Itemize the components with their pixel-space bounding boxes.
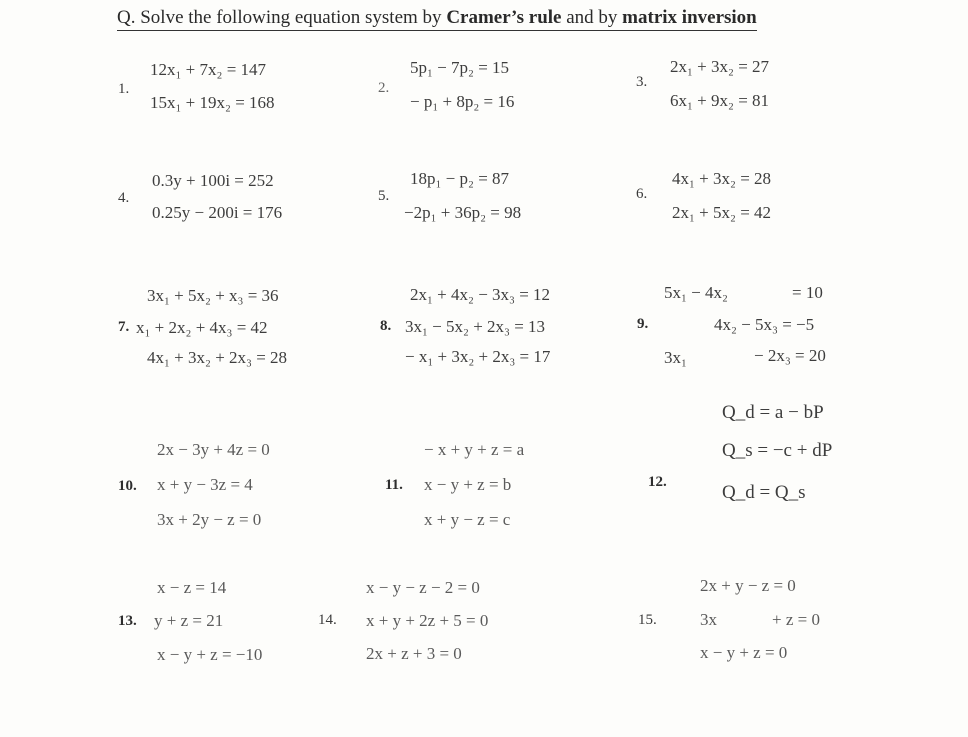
- problem-12-eq-1: Q_d = a − bP: [722, 402, 824, 423]
- problem-14-eq-2: x + y + 2z + 5 = 0: [366, 611, 489, 630]
- problem-13-number: 13.: [118, 613, 137, 629]
- problem-13-eq-2: y + z = 21: [154, 611, 224, 630]
- problem-7-number: 7.: [118, 319, 130, 335]
- problem-8-number: 8.: [380, 318, 392, 334]
- problem-13-eq-1: x − z = 14: [157, 578, 227, 597]
- problem-5-eq-1: 18p₁ − p₂ = 87: [410, 169, 510, 188]
- problem-9-eq-1: 5x₁ − 4x₂: [664, 283, 728, 302]
- title-prefix: Q. Solve the following equation system by: [117, 7, 447, 28]
- problem-6-eq-1: 4x₁ + 3x₂ = 28: [672, 169, 772, 188]
- problem-5-eq-2: −2p₁ + 36p₂ = 98: [404, 203, 522, 222]
- problem-1-eq-1: 12x₁ + 7x₂ = 147: [150, 60, 267, 79]
- problem-1-number: 1.: [118, 81, 130, 97]
- problem-10-number: 10.: [118, 478, 137, 494]
- problem-11-eq-1: − x + y + z = a: [424, 440, 525, 459]
- problem-8-eq-3: − x₁ + 3x₂ + 2x₃ = 17: [405, 347, 551, 366]
- title-method-matrix: matrix inversion: [622, 7, 757, 28]
- problem-14-eq-1: x − y − z − 2 = 0: [366, 578, 480, 597]
- problem-7-eq-2: x₁ + 2x₂ + 4x₃ = 42: [136, 318, 268, 337]
- problem-2-number: 2.: [378, 80, 390, 96]
- problem-3-eq-1: 2x₁ + 3x₂ = 27: [670, 57, 770, 76]
- problem-15-eq-2-lhs: 3x: [700, 610, 717, 629]
- problem-15-eq-2-rhs: + z = 0: [772, 610, 820, 629]
- problem-14-number: 14.: [318, 612, 337, 628]
- problem-13-eq-3: x − y + z = −10: [157, 645, 263, 664]
- problem-10-eq-1: 2x − 3y + 4z = 0: [157, 440, 270, 459]
- problem-8-eq-1: 2x₁ + 4x₂ − 3x₃ = 12: [410, 285, 551, 304]
- problem-7-eq-3: 4x₁ + 3x₂ + 2x₃ = 28: [147, 348, 288, 367]
- problem-11-eq-2: x − y + z = b: [424, 475, 512, 494]
- problem-2-eq-2: − p₁ + 8p₂ = 16: [410, 92, 515, 111]
- problem-3-number: 3.: [636, 74, 648, 90]
- problem-15-eq-3: x − y + z = 0: [700, 643, 788, 662]
- problem-12-eq-3: Q_d = Q_s: [722, 482, 806, 503]
- problem-10-eq-3: 3x + 2y − z = 0: [157, 510, 262, 529]
- problem-4-eq-2: 0.25y − 200i = 176: [152, 203, 283, 222]
- problem-9-eq-1-rhs: = 10: [792, 283, 823, 302]
- problem-1-eq-2: 15x₁ + 19x₂ = 168: [150, 93, 275, 112]
- problem-9-eq-3-lhs: 3x₁: [664, 348, 687, 367]
- problem-6-eq-2: 2x₁ + 5x₂ = 42: [672, 203, 772, 222]
- problem-7-eq-1: 3x₁ + 5x₂ + x₃ = 36: [147, 286, 279, 305]
- problem-8-eq-2: 3x₁ − 5x₂ + 2x₃ = 13: [405, 317, 546, 336]
- problem-11-eq-3: x + y − z = c: [424, 510, 511, 529]
- problem-2-eq-1: 5p₁ − 7p₂ = 15: [410, 58, 510, 77]
- problem-12-number: 12.: [648, 474, 667, 490]
- problem-10-eq-2: x + y − 3z = 4: [157, 475, 253, 494]
- problem-12-eq-2: Q_s = −c + dP: [722, 440, 833, 461]
- problem-14-eq-3: 2x + z + 3 = 0: [366, 644, 462, 663]
- problem-9-eq-2: 4x₂ − 5x₃ = −5: [714, 315, 815, 334]
- problem-15-number: 15.: [638, 612, 657, 628]
- problem-5-number: 5.: [378, 188, 390, 204]
- page-title: [117, 6, 757, 31]
- problem-3-eq-2: 6x₁ + 9x₂ = 81: [670, 91, 770, 110]
- title-middle: and by: [561, 7, 623, 28]
- problem-9-number: 9.: [637, 316, 649, 332]
- problem-6-number: 6.: [636, 186, 648, 202]
- problem-9-eq-3-rhs: − 2x₃ = 20: [754, 346, 826, 365]
- title-method-cramer: Cramer’s rule: [446, 7, 562, 28]
- problem-11-number: 11.: [385, 477, 403, 493]
- problem-4-number: 4.: [118, 190, 130, 206]
- problem-4-eq-1: 0.3y + 100i = 252: [152, 171, 274, 190]
- problem-15-eq-1: 2x + y − z = 0: [700, 576, 796, 595]
